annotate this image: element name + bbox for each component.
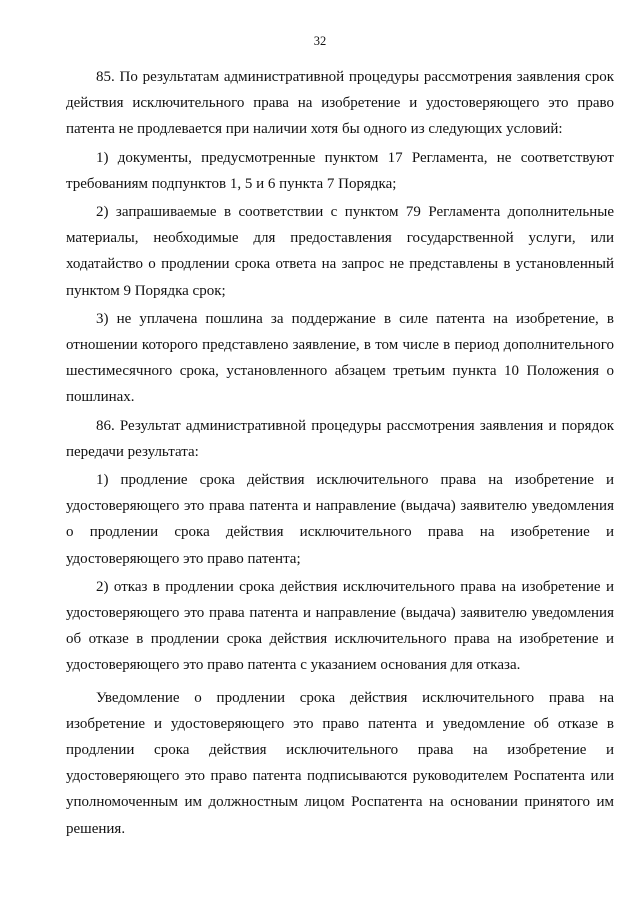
- page-number: 32: [313, 34, 327, 48]
- paragraph-86-item-2: 2) отказ в продлении срока действия исключительного права на изобретение и удостоверяющего это права патента и направление (выдача) заявителю уведомления об отказе в продлении срока действия исключительного права на изобретение и удостоверяющего это право патента с указанием основания для отказа.: [66, 578, 614, 674]
- paragraph-86: 86. Результат административной процедуры рассмотрения заявления и порядок передачи результата:: [66, 417, 614, 460]
- document-body: [66, 64, 614, 842]
- paragraph-85-item-1: 1) документы, предусмотренные пунктом 17 Регламента, не соответствуют требованиям подпунктов 1, 5 и 6 пункта 7 Порядка;: [66, 149, 614, 192]
- notification-paragraph: Уведомление о продлении срока действия исключительного права на изобретение и удостоверяющего это право патента и уведомление об отказе в продлении срока действия исключительного права на изобретение и удостоверяющего это право патента подписываются руководителем Роспатента или уполномоченным им должностным лицом Роспатента на основании принятого им решения.: [66, 689, 614, 837]
- paragraph-85-item-2: 2) запрашиваемые в соответствии с пунктом 79 Регламента дополнительные материалы, необходимые для предоставления государственной услуги, или ходатайство о продлении срока ответа на запрос не представлены в установленный пунктом 9 Порядка срок;: [66, 204, 614, 299]
- paragraph-85-item-3: 3) не уплачена пошлина за поддержание в силе патента на изобретение, в отношении которого представлено заявление, в том числе в период дополнительного шестимесячного срока, установленного абзацем третьим пункта 10 Положения о пошлинах.: [66, 310, 614, 406]
- paragraph-85: 85. По результатам административной процедуры рассмотрения заявления срок действия исключительного права на изобретение и удостоверяющего это право патента не продлевается при наличии хотя бы одного из следующих условий:: [66, 69, 614, 138]
- paragraph-86-item-1: 1) продление срока действия исключительного права на изобретение и удостоверяющего это права патента и направление (выдача) заявителю уведомления о продлении срока действия исключительного права на изобретение и удостоверяющего это право патента;: [66, 472, 614, 567]
